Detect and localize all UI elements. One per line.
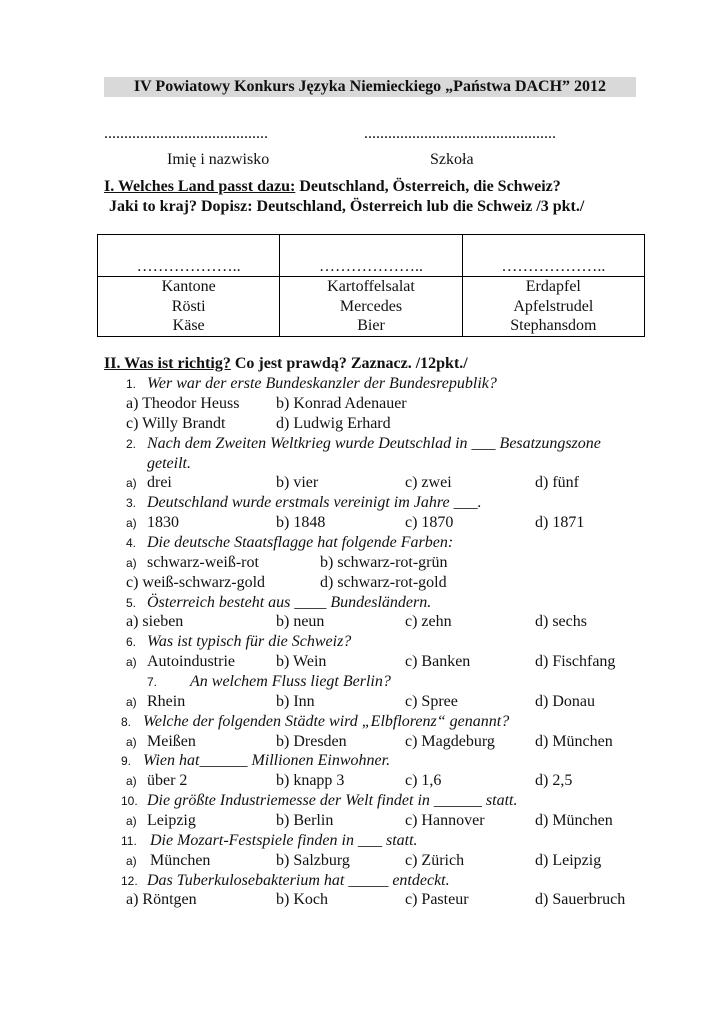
answer-option[interactable]: b) Koch xyxy=(276,891,328,908)
section2-heading-underlined: II. Was ist richtig? xyxy=(104,355,231,372)
answer-option[interactable]: c) Banken xyxy=(405,653,471,670)
section1-heading-rest: Deutschland, Österreich, die Schweiz? xyxy=(295,178,561,195)
answer-option[interactable]: c) Spree xyxy=(405,693,458,710)
answer-option[interactable]: a) Theodor Heuss xyxy=(126,395,240,412)
question-number: 6. xyxy=(126,635,137,649)
answer-option[interactable]: b) Salzburg xyxy=(276,852,350,869)
section1-subheading: Jaki to kraj? Dopisz: Deutschland, Österreich lub die Schweiz /3 pkt./ xyxy=(109,198,585,215)
answer-option[interactable]: b) Dresden xyxy=(276,733,347,750)
answer-option[interactable]: Rhein xyxy=(147,693,186,710)
answer-letter: a) xyxy=(126,476,137,490)
answer-option[interactable]: München xyxy=(150,852,211,869)
question-number: 8. xyxy=(121,715,132,729)
answer-letter: a) xyxy=(126,854,137,868)
question-number: 7. xyxy=(147,675,158,689)
table-cell xyxy=(98,277,280,337)
table-item: Kartoffelsalat xyxy=(327,278,415,295)
answer-option[interactable]: c) Magdeburg xyxy=(405,733,495,750)
question-number: 3. xyxy=(126,496,137,510)
answer-option[interactable]: d) 2,5 xyxy=(535,772,573,789)
question-number: 2. xyxy=(126,437,137,451)
table-item: Stephansdom xyxy=(510,317,597,334)
answer-blank-3[interactable]: ……………….. xyxy=(462,235,644,277)
answer-option[interactable]: Autoindustrie xyxy=(147,653,235,670)
answer-option[interactable]: d) Leipzig xyxy=(535,852,602,869)
answer-option[interactable]: d) sechs xyxy=(535,613,587,630)
table-cell xyxy=(462,277,644,337)
answer-option[interactable]: b) Konrad Adenauer xyxy=(276,395,407,412)
answer-blank-2[interactable]: ……………….. xyxy=(280,235,462,277)
answer-option[interactable]: c) Zürich xyxy=(405,852,465,869)
answer-option[interactable]: c) 1870 xyxy=(405,514,454,531)
school-dotted-line: ................................................ xyxy=(364,125,556,142)
answer-option[interactable]: b) Inn xyxy=(276,693,315,710)
answer-letter: a) xyxy=(126,695,137,709)
answer-option[interactable]: c) Willy Brandt xyxy=(126,415,226,432)
answer-option[interactable]: Meißen xyxy=(147,733,196,750)
answer-option[interactable]: d) München xyxy=(535,812,613,829)
answer-option[interactable]: c) weiß-schwarz-gold xyxy=(126,574,266,591)
table-row xyxy=(98,277,645,337)
answer-option[interactable]: a) Röntgen xyxy=(126,891,197,908)
answer-option[interactable]: c) 1,6 xyxy=(405,772,442,789)
answer-option[interactable]: c) Hannover xyxy=(405,812,485,829)
table-item: Kantone xyxy=(161,278,216,295)
school-label: Szkoła xyxy=(430,151,474,168)
question-number: 1. xyxy=(126,377,137,391)
table-item: Mercedes xyxy=(339,297,403,315)
answer-option[interactable]: d) fünf xyxy=(535,474,579,491)
table-item: Bier xyxy=(357,317,385,334)
answer-option[interactable]: d) Fischfang xyxy=(535,653,616,670)
section2-heading xyxy=(104,354,468,374)
country-table xyxy=(97,234,645,337)
question-number: 5. xyxy=(126,596,137,610)
section1-heading-underlined: I. Welches Land passt dazu: xyxy=(104,178,296,195)
table-item: Käse xyxy=(172,317,205,334)
answer-option[interactable]: schwarz-weiß-rot xyxy=(147,554,259,571)
page-title: IV Powiatowy Konkurs Języka Niemieckiego „Państwa DACH” 2012 xyxy=(133,78,607,95)
answer-option[interactable]: d) 1871 xyxy=(535,514,585,531)
table-item: Erdapfel xyxy=(525,278,581,295)
name-dotted-line: ......................................... xyxy=(104,125,268,142)
question-number: 9. xyxy=(121,754,132,768)
answer-option[interactable]: b) neun xyxy=(276,613,325,630)
question-text-continued: geteilt. xyxy=(147,455,191,472)
question-text: Welche der folgenden Städte wird „Elbflorenz“ genannt? xyxy=(143,713,510,730)
title-bar xyxy=(104,77,636,97)
answer-blank-1[interactable]: ……………….. xyxy=(98,235,280,277)
table-item: Apfelstrudel xyxy=(513,297,594,315)
answer-option[interactable]: b) Wein xyxy=(276,653,327,670)
section1-heading xyxy=(104,177,561,197)
answer-option[interactable]: d) Ludwig Erhard xyxy=(276,415,391,432)
question-text: Wer war der erste Bundeskanzler der Bundesrepublik? xyxy=(147,375,497,392)
answer-letter: a) xyxy=(126,516,137,530)
question-text: An welchem Fluss liegt Berlin? xyxy=(190,673,391,690)
table-item: Rösti xyxy=(171,297,206,315)
answer-letter: a) xyxy=(126,735,137,749)
table-header-row xyxy=(98,235,645,277)
answer-option[interactable]: c) Pasteur xyxy=(405,891,469,908)
answer-option[interactable]: Leipzig xyxy=(147,812,196,829)
answer-option[interactable]: b) knapp 3 xyxy=(276,772,345,789)
answer-option[interactable]: b) schwarz-rot-grün xyxy=(320,554,448,571)
answer-option[interactable]: über 2 xyxy=(147,772,188,789)
question-number: 4. xyxy=(126,536,137,550)
table-cell xyxy=(280,277,462,337)
answer-option[interactable]: 1830 xyxy=(147,514,179,531)
question-text: Deutschland wurde erstmals vereinigt im Jahre ___. xyxy=(147,494,482,511)
question-text: Was ist typisch für die Schweiz? xyxy=(147,633,352,650)
question-text: Das Tuberkulosebakterium hat _____ entdeckt. xyxy=(147,872,450,889)
answer-option[interactable]: c) zehn xyxy=(405,613,452,630)
question-text: Die größte Industriemesse der Welt findet in ______ statt. xyxy=(147,792,518,809)
answer-option[interactable]: c) zwei xyxy=(405,474,452,491)
answer-option[interactable]: drei xyxy=(147,474,172,491)
question-number: 12. xyxy=(121,874,138,888)
question-text: Nach dem Zweiten Weltkrieg wurde Deutschlad in ___ Besatzungszone xyxy=(147,435,601,452)
question-number: 11. xyxy=(121,834,137,848)
answer-letter: a) xyxy=(126,655,137,669)
name-label: Imię i nazwisko xyxy=(167,151,270,168)
answer-letter: a) xyxy=(126,556,137,570)
answer-option[interactable]: b) Berlin xyxy=(276,812,334,829)
answer-option[interactable]: d) München xyxy=(535,733,613,750)
section2-heading-rest: Co jest prawdą? Zaznacz. /12pkt./ xyxy=(230,355,468,372)
answer-option[interactable]: a) sieben xyxy=(126,613,184,630)
question-text: Österreich besteht aus ____ Bundesländern. xyxy=(147,594,432,611)
answer-option[interactable]: d) Sauerbruch xyxy=(535,891,626,908)
answer-option[interactable]: d) schwarz-rot-gold xyxy=(320,574,447,591)
answer-option[interactable]: b) 1848 xyxy=(276,514,326,531)
question-text: Die Mozart-Festspiele finden in ___ statt. xyxy=(150,832,418,849)
answer-letter: a) xyxy=(126,814,137,828)
question-number: 10. xyxy=(121,794,138,808)
answer-option[interactable]: b) vier xyxy=(276,474,319,491)
question-text: Wien hat______ Millionen Einwohner. xyxy=(143,752,391,769)
answer-letter: a) xyxy=(126,774,137,788)
question-text: Die deutsche Staatsflagge hat folgende Farben: xyxy=(147,534,454,551)
answer-option[interactable]: d) Donau xyxy=(535,693,595,710)
